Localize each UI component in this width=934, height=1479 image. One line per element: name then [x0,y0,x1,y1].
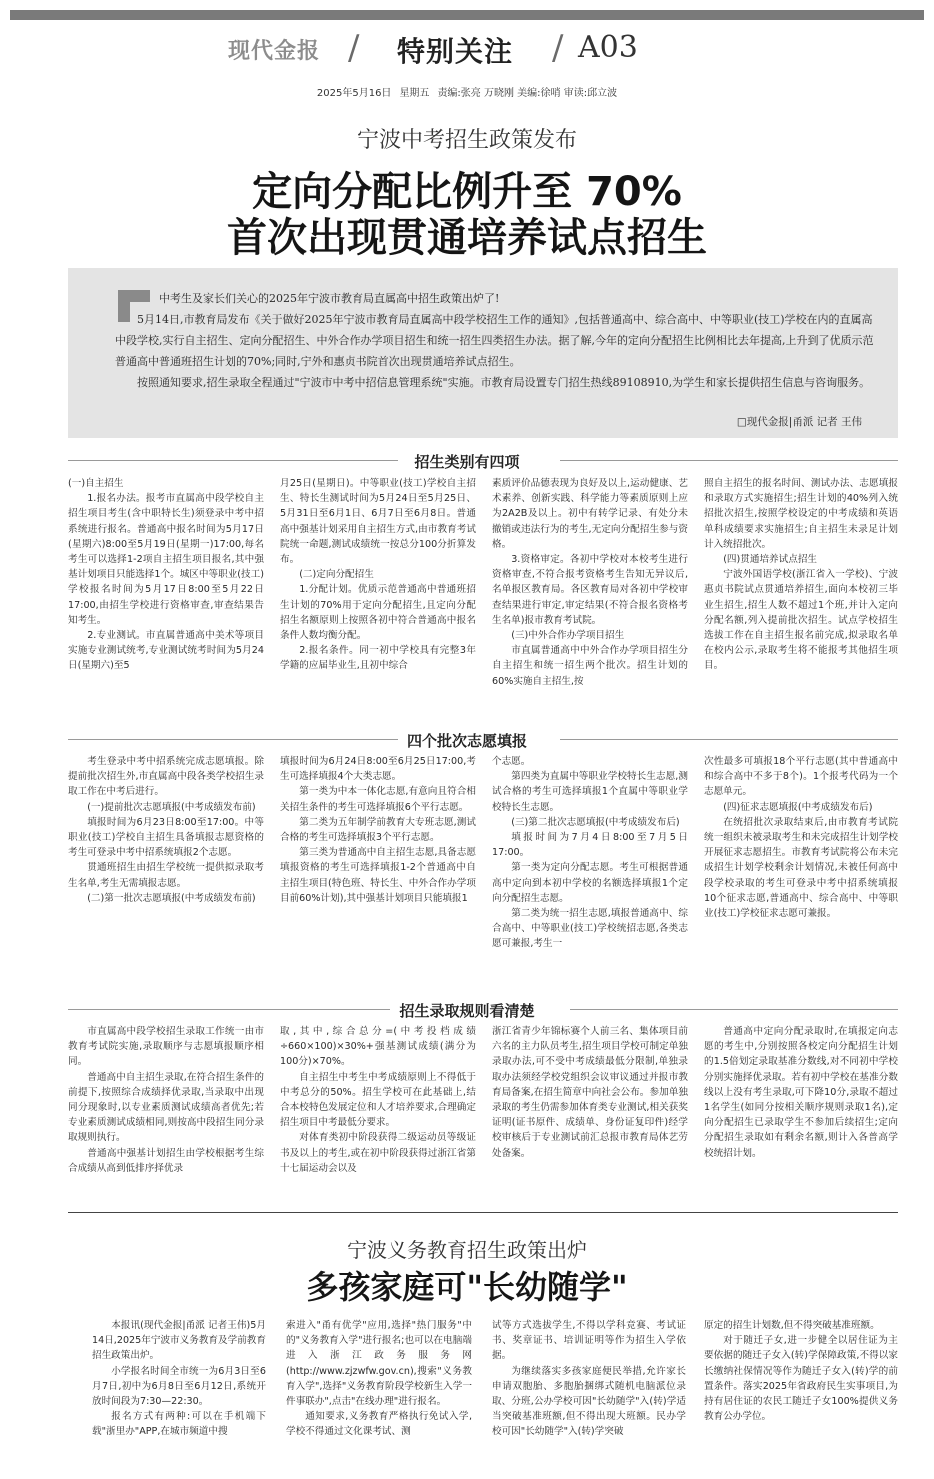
story1-headline-line1: 定向分配比例升至 70% [252,169,682,215]
story2-headline: 多孩家庭可"长幼随学" [306,1268,628,1306]
article-column [492,1318,686,1470]
section-title: 特别关注 [397,35,514,68]
paragraph: 浙江省青少年锦标赛个人前三名、集体项目前六名的主力队员考生,招生项目学校可制定单独录取办法,可不受中考成绩最低分限制,单独录取办法须经学校党组织会议审议通过并报市教育局备案,在招生简章中向社会公布。参加单独录取的考生仍需参加体育类专业测试,相关获奖证明(证书原件、成绩单、身份证复印件)经学校审核后于专业测试前汇总报市教育局体艺劳处备案。 [492,1026,688,1159]
paragraph: 填报时间为7月4日8:00至7月5日17:00。 [492,832,688,859]
paragraph: 第一类为定向分配志愿。考生可根据普通高中定向到本初中学校的名额选择填报1个定向分配招生志愿。 [492,862,688,904]
article-column [492,754,688,982]
subhead-rule [560,739,898,740]
paragraph: 为继续落实多孩家庭便民举措,允许家长申请双胞胎、多胞胎捆绑式随机电脑派位录取、分班,公办学校可因"长幼随学"入(转)学适当突破基准班额,但不得出现大班额。民办学校可因"长幼随学"入(转)学突破 [492,1365,686,1438]
top-color-bar [10,10,924,20]
masthead [0,26,934,78]
subhead-rule [570,1009,898,1010]
article-column [704,1318,898,1470]
story-divider [68,1212,898,1213]
paragraph: 素质评价品德表现为良好及以上,运动健康、艺术素养、创新实践、科学能力等素质原则上应为2A2B及以上。初中有转学记录、有处分未撤销或违法行为的考生,无定向分配招生参与资格。 [492,478,688,550]
paragraph: 普通高中自主招生录取,在符合招生条件的前提下,按照综合成绩择优录取,当录取中出现同分现象时,以专业素质测试成绩高者优先;若专业素质测试成绩相同,则按高中段招生同分录取规则执行。 [68,1071,264,1144]
article-column [68,476,264,712]
paragraph: 在统招批次录取结束后,由市教育考试院统一组织未被录取考生和未完成招生计划学校开展征求志愿招生。市教育考试院将公布未完成招生计划学校剩余计划情况,未被任何高中段学校录取的考生可登录中考中招系统填报10个征求志愿,普通高中、综合高中、中等职业(技工)学校征求志愿可兼报。 [704,816,898,920]
paragraph: 市直属高中段学校招生录取工作统一由市教育考试院实施,录取顺序与志愿填报顺序相同。 [68,1026,264,1068]
paragraph: 1.报名办法。报考市直属高中段学校自主招生项目考生(含中职特长生)须登录中考中招系统进行报名。普通高中报名时间为5月17日(星期六)8:00至5月19日(星期一)17:00,每名考生可以选择1-2项自主招生项目报名,其中强基计划项目只能选择1个。城区中等职业(技工)学校报名时间为5月17日8:00至5月22日17:00,由招生学校进行资格审查,审查结果告知考生。 [68,493,264,626]
paragraph: 小学报名时间全市统一为6月3日至6月7日,初中为6月8日至6月12日,系统开放时间段为7:30—22:30。 [92,1365,266,1408]
paragraph: (一)自主招生 [68,478,124,489]
story1-kicker: 宁波中考招生政策发布 [356,128,577,153]
subhead-rule [560,460,898,461]
byline: □现代金报|甬派 记者 王伟 [736,416,862,428]
article-column [68,1024,264,1196]
section-heading: 四个批次志愿填报 [406,732,527,750]
paragraph: 对于随迁子女,进一步健全以居住证为主要依据的随迁子女入(转)学保障政策,不得以家长缴纳社保情况等作为随迁子女入(转)学的前置条件。落实2025年省政府民生实事项目,为持有居住证的农民工随迁子女100%提供义务教育公办学位。 [704,1335,898,1423]
paragraph: 报名方式有两种:可以在手机端下载"浙里办"APP,在城市频道中搜 [92,1411,266,1438]
lead-paragraph: 5月14日,市教育局发布《关于做好2025年宁波市教育局直属高中段学校招生工作的通知》,包括普通高中、综合高中、中等职业(技工)学校在内的直属高中段学校,实行自主招生、定向分配招生、中外合作办学项目招生和统一招生四类招生办法。据了解,今年的定向分配招生比例相比去年提高,上升到了优质示范普通高中普通班招生计划的70%;同时,宁外和惠贞书院首次出现贯通培养试点招生。 [115,313,874,368]
paragraph: 宁波外国语学校(浙江省入一学校)、宁波惠贞书院试点贯通培养招生,面向本校初三毕业生招生,招生人数不超过1个班,并计入定向分配名额,列入提前批次招生。试点学校招生选拔工作在自主招生报名前完成,拟录取名单在校内公示,录取考生将不能报考其他招生项目。 [704,569,898,672]
paragraph: 自主招生中考生中考成绩原则上不得低于中考总分的50%。招生学校可在此基础上,结合本校特色发展定位和人才培养要求,合理确定招生项目中考最低分要求。 [280,1071,476,1129]
paragraph: 3.资格审定。各初中学校对本校考生进行资格审查,不符合报考资格考生告知无异议后,名单报区教育局。各区教育局对各初中学校审查结果进行审定,审定结果(不符合报名资格考生名单)报市教育考试院。 [492,554,688,626]
paragraph: 第二类为五年制学前教育大专班志愿,测试合格的考生可选择填报3个平行志愿。 [280,816,476,844]
paragraph: 填报时间为6月24日8:00至6月25日17:00,考生可选择填报4个大类志愿。 [280,756,476,783]
paragraph: 照自主招生的报名时间、测试办法、志愿填报和录取方式实施招生;招生计划的40%列入统招批次招生,按照学校设定的中考成绩和英语单科成绩要求实施招生;自主招生未录足计划计入统招批次。 [704,478,898,550]
paragraph: 对体育类初中阶段获得二级运动员等级证书及以上的考生,或在初中阶段获得过浙江省第十七届运动会以及 [280,1132,476,1174]
issue-date: 2025年5月16日 [316,88,392,99]
paragraph: 第四类为直属中等职业学校特长生志愿,测试合格的考生可选择填报1个直属中等职业学校特长生志愿。 [492,771,688,813]
article-column [280,476,476,712]
issue-weekday: 星期五 [399,88,430,99]
paragraph: 月25日(星期日)。中等职业(技工)学校自主招生、特长生测试时间为5月24日至5月25日、5月31日至6月1日、6月7日至6月8日。普通高中强基计划采用自主招生方式,由市教育考试院统一命题,测试成绩统一按总分100分折算发布。 [280,478,476,566]
paragraph: 原定的招生计划数,但不得突破基准班额。 [704,1320,880,1331]
story2-kicker: 宁波义务教育招生政策出炉 [347,1238,587,1262]
paragraph: 2.专业测试。市直属普通高中美术等项目实施专业测试统考,专业测试统考时间为5月24日(星期六)至5 [68,630,264,672]
page-number: A03 [578,30,638,65]
paragraph: 本报讯(现代金报|甬派 记者王伟)5月14日,2025年宁波市义务教育及学前教育招生政策出炉。 [92,1320,266,1362]
section-heading: 招生录取规则看清楚 [399,1002,535,1020]
article-column [704,476,898,712]
masthead-divider: / [552,28,564,68]
paragraph: (一)提前批次志愿填报(中考成绩发布前) [87,801,256,813]
paragraph: 2.报名条件。同一初中学校具有完整3年学籍的应届毕业生,且初中综合 [280,645,476,672]
paragraph: 次性最多可填报18个平行志愿(其中普通高中和综合高中不多于8个)。1个报考代码为一个志愿单元。 [704,756,898,798]
lead-paragraphs [115,288,883,393]
newspaper-name: 现代金报 [228,38,321,64]
editor-credits: 责编:张亮 万晓刚 美编:徐哨 审读:邱立波 [437,88,618,99]
paragraph: (三)中外合作办学项目招生 [511,630,625,642]
paragraph: 市直属普通高中中外合作办学项目招生分自主招生和统一招生两个批次。招生计划的60%实施自主招生,按 [492,645,688,687]
section-heading: 招生类别有四项 [414,453,520,471]
article-column [286,1318,472,1470]
paragraph: 普通高中强基计划招生由学校根据考生综合成绩从高到低排序择优录 [68,1147,264,1174]
paragraph: 贯通班招生由招生学校统一提供拟录取考生名单,考生无需填报志愿。 [68,862,264,889]
paragraph: 填报时间为6月23日8:00至17:00。中等职业(技工)学校自主招生具备填报志愿资格的考生可登录中考中招系统填报2个志愿。 [68,816,264,859]
paragraph: 考生登录中考中招系统完成志愿填报。除提前批次招生外,市直属高中段各类学校招生录取工作在中考后进行。 [68,756,264,798]
article-column [704,754,898,982]
paragraph: (四)征求志愿填报(中考成绩发布后) [723,801,873,813]
story1-headline-line2: 首次出现贯通培养试点招生 [227,215,707,261]
paragraph: 1.分配计划。优质示范普通高中普通班招生计划的70%用于定向分配招生,且定向分配招生名额原则上按照各初中符合普通高中报名条件人数均衡分配。 [280,584,476,642]
paragraph: 索进入"甬有优学"应用,选择"热门服务"中的"义务教育入学"进行报名;也可以在电脑端进入浙江政务服务网(http://www.zjzwfw.gov.cn),搜索"义务教育入学",选择"义务教育阶段学校新生入学一件事联办",点击"在线办理"进行报名。 [286,1320,472,1408]
lead-paragraph: 中考生及家长们关心的2025年宁波市教育局直属高中招生政策出炉了! [159,292,500,305]
paragraph: 第三类为普通高中自主招生志愿,具备志愿填报资格的考生可选择填报1-2个普通高中自主招生项目(特色班、特长生、中外合作办学项目前60%计划),其中强基计划项目只能填报1 [280,847,476,904]
article-column [280,1024,476,1196]
article-column [68,754,264,982]
article-column [280,754,476,982]
paragraph: (四)贯通培养试点招生 [723,554,818,566]
paragraph: (二)第一批次志愿填报(中考成绩发布前) [87,892,256,904]
lead-paragraph: 按照通知要求,招生录取全程通过"宁波市中考中招信息管理系统"实施。市教育局设置专门招生热线89108910,为学生和家长提供招生信息与咨询服务。 [137,376,871,389]
paragraph: 取,其中,综合总分=(中考投档成绩÷660×100)×30%+强基测试成绩(满分为100分)×70%。 [280,1026,476,1068]
article-column [492,476,688,712]
article-column [92,1318,266,1470]
masthead-divider: / [348,28,360,68]
paragraph: (二)定向分配招生 [299,569,374,581]
paragraph: 试等方式选拔学生,不得以学科竞赛、考试证书、奖章证书、培训证明等作为招生入学依据。 [492,1320,686,1362]
article-column [704,1024,898,1196]
paragraph: (三)第二批次志愿填报(中考成绩发布后) [511,816,680,828]
paragraph: 个志愿。 [492,756,531,767]
article-column [492,1024,688,1196]
dateline [0,84,934,99]
paragraph: 第一类为中本一体化志愿,有意向且符合相关招生条件的考生可选择填报6个平行志愿。 [280,786,476,813]
paragraph: 第二类为统一招生志愿,填报普通高中、综合高中、中等职业(技工)学校统招志愿,各类志愿可兼报,考生一 [492,908,688,950]
paragraph: 普通高中定向分配录取时,在填报定向志愿的考生中,分别按照各校定向分配招生计划的1.5倍划定录取基准分数线,对不同初中学校分别实施择优录取。若有初中学校在基准分数线以上没有考生录取,可下降10分,录取不超过1名学生(如同分按相关顺序规则录取1名),定向分配招生已录取学生不参加后续招生;定向分配招生录取如有剩余名额,则计入各普高学校统招计划。 [704,1026,898,1159]
paragraph: 通知要求,义务教育严格执行免试入学,学校不得通过文化课考试、测 [286,1411,472,1438]
